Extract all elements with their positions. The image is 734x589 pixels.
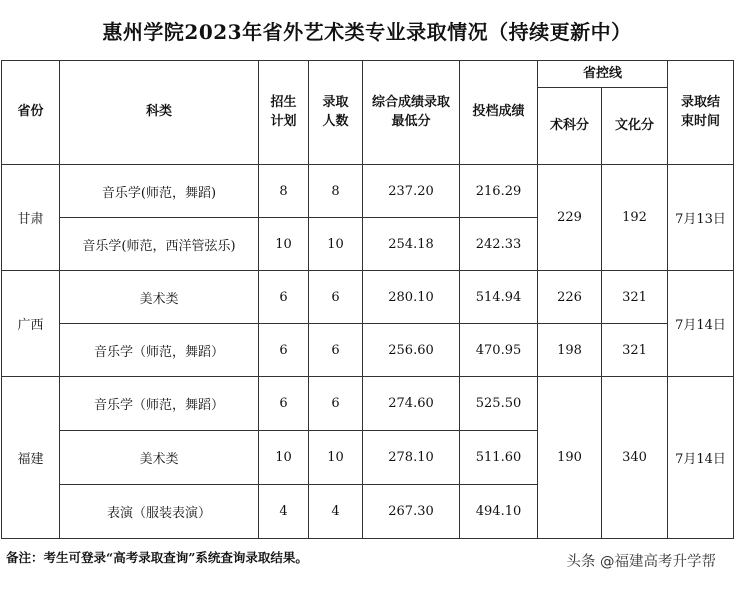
admitted-cell: 10 bbox=[309, 218, 363, 271]
file-score-cell: 242.33 bbox=[460, 218, 538, 271]
end-time-cell: 7月13日 bbox=[668, 165, 734, 271]
header-admitted bbox=[309, 61, 363, 165]
header-control-line: 省控线 bbox=[538, 61, 668, 88]
plan-cell: 10 bbox=[259, 218, 309, 271]
end-time-cell: 7月14日 bbox=[668, 271, 734, 377]
header-province: 省份 bbox=[2, 61, 60, 165]
file-score-cell: 514.94 bbox=[460, 271, 538, 324]
province-cell: 甘肃 bbox=[2, 165, 60, 271]
watermark: 头条 @福建高考升学帮 bbox=[566, 554, 716, 570]
province-cell: 福建 bbox=[2, 377, 60, 539]
file-score-cell: 470.95 bbox=[460, 324, 538, 377]
category-cell: 音乐学（师范，舞蹈） bbox=[60, 324, 259, 377]
category-cell: 音乐学(师范，舞蹈) bbox=[60, 165, 259, 218]
category-cell: 美术类 bbox=[60, 271, 259, 324]
min-score-cell: 267.30 bbox=[363, 485, 460, 539]
plan-cell: 8 bbox=[259, 165, 309, 218]
admitted-cell: 4 bbox=[309, 485, 363, 539]
header-file-score: 投档成绩 bbox=[460, 61, 538, 165]
table-row bbox=[2, 324, 734, 377]
min-score-cell: 237.20 bbox=[363, 165, 460, 218]
control-culture-cell: 192 bbox=[602, 165, 668, 271]
file-score-cell: 525.50 bbox=[460, 377, 538, 431]
plan-cell: 4 bbox=[259, 485, 309, 539]
control-art-cell: 190 bbox=[538, 377, 602, 539]
category-cell: 美术类 bbox=[60, 431, 259, 485]
min-score-cell: 254.18 bbox=[363, 218, 460, 271]
control-culture-cell: 321 bbox=[602, 324, 668, 377]
header-plan bbox=[259, 61, 309, 165]
header-admitted-text: 录取人数 bbox=[322, 94, 349, 129]
admitted-cell: 6 bbox=[309, 377, 363, 431]
plan-cell: 6 bbox=[259, 271, 309, 324]
control-art-cell: 229 bbox=[538, 165, 602, 271]
min-score-cell: 280.10 bbox=[363, 271, 460, 324]
header-min-score bbox=[363, 61, 460, 165]
file-score-cell: 216.29 bbox=[460, 165, 538, 218]
end-time-cell: 7月14日 bbox=[668, 377, 734, 539]
min-score-cell: 256.60 bbox=[363, 324, 460, 377]
min-score-cell: 274.60 bbox=[363, 377, 460, 431]
plan-cell: 6 bbox=[259, 324, 309, 377]
admitted-cell: 6 bbox=[309, 324, 363, 377]
category-cell: 音乐学(师范，西洋管弦乐) bbox=[60, 218, 259, 271]
admitted-cell: 8 bbox=[309, 165, 363, 218]
admitted-cell: 6 bbox=[309, 271, 363, 324]
admitted-cell: 10 bbox=[309, 431, 363, 485]
table-row bbox=[2, 377, 734, 431]
control-culture-cell: 340 bbox=[602, 377, 668, 539]
min-score-cell: 278.10 bbox=[363, 431, 460, 485]
header-plan-text: 招生计划 bbox=[270, 94, 297, 129]
footnote: 备注：考生可登录“高考录取查询”系统查询录取结果。 bbox=[6, 550, 308, 565]
control-art-cell: 226 bbox=[538, 271, 602, 324]
plan-cell: 10 bbox=[259, 431, 309, 485]
page-title: 惠州学院2023年省外艺术类专业录取情况（持续更新中） bbox=[102, 19, 632, 44]
file-score-cell: 511.60 bbox=[460, 431, 538, 485]
control-art-cell: 198 bbox=[538, 324, 602, 377]
header-end-time-text: 录取结束时间 bbox=[681, 94, 721, 129]
category-cell: 音乐学（师范，舞蹈） bbox=[60, 377, 259, 431]
category-cell: 表演（服装表演） bbox=[60, 485, 259, 539]
header-min-score-text: 综合成绩录取最低分 bbox=[371, 94, 450, 129]
plan-cell: 6 bbox=[259, 377, 309, 431]
file-score-cell: 494.10 bbox=[460, 485, 538, 539]
admission-table bbox=[1, 60, 734, 539]
header-art-score: 术科分 bbox=[538, 88, 602, 165]
header-end-time bbox=[668, 61, 734, 165]
header-category: 科类 bbox=[60, 61, 259, 165]
header-culture-score: 文化分 bbox=[602, 88, 668, 165]
table-row bbox=[2, 271, 734, 324]
table-row bbox=[2, 165, 734, 218]
province-cell: 广西 bbox=[2, 271, 60, 377]
control-culture-cell: 321 bbox=[602, 271, 668, 324]
